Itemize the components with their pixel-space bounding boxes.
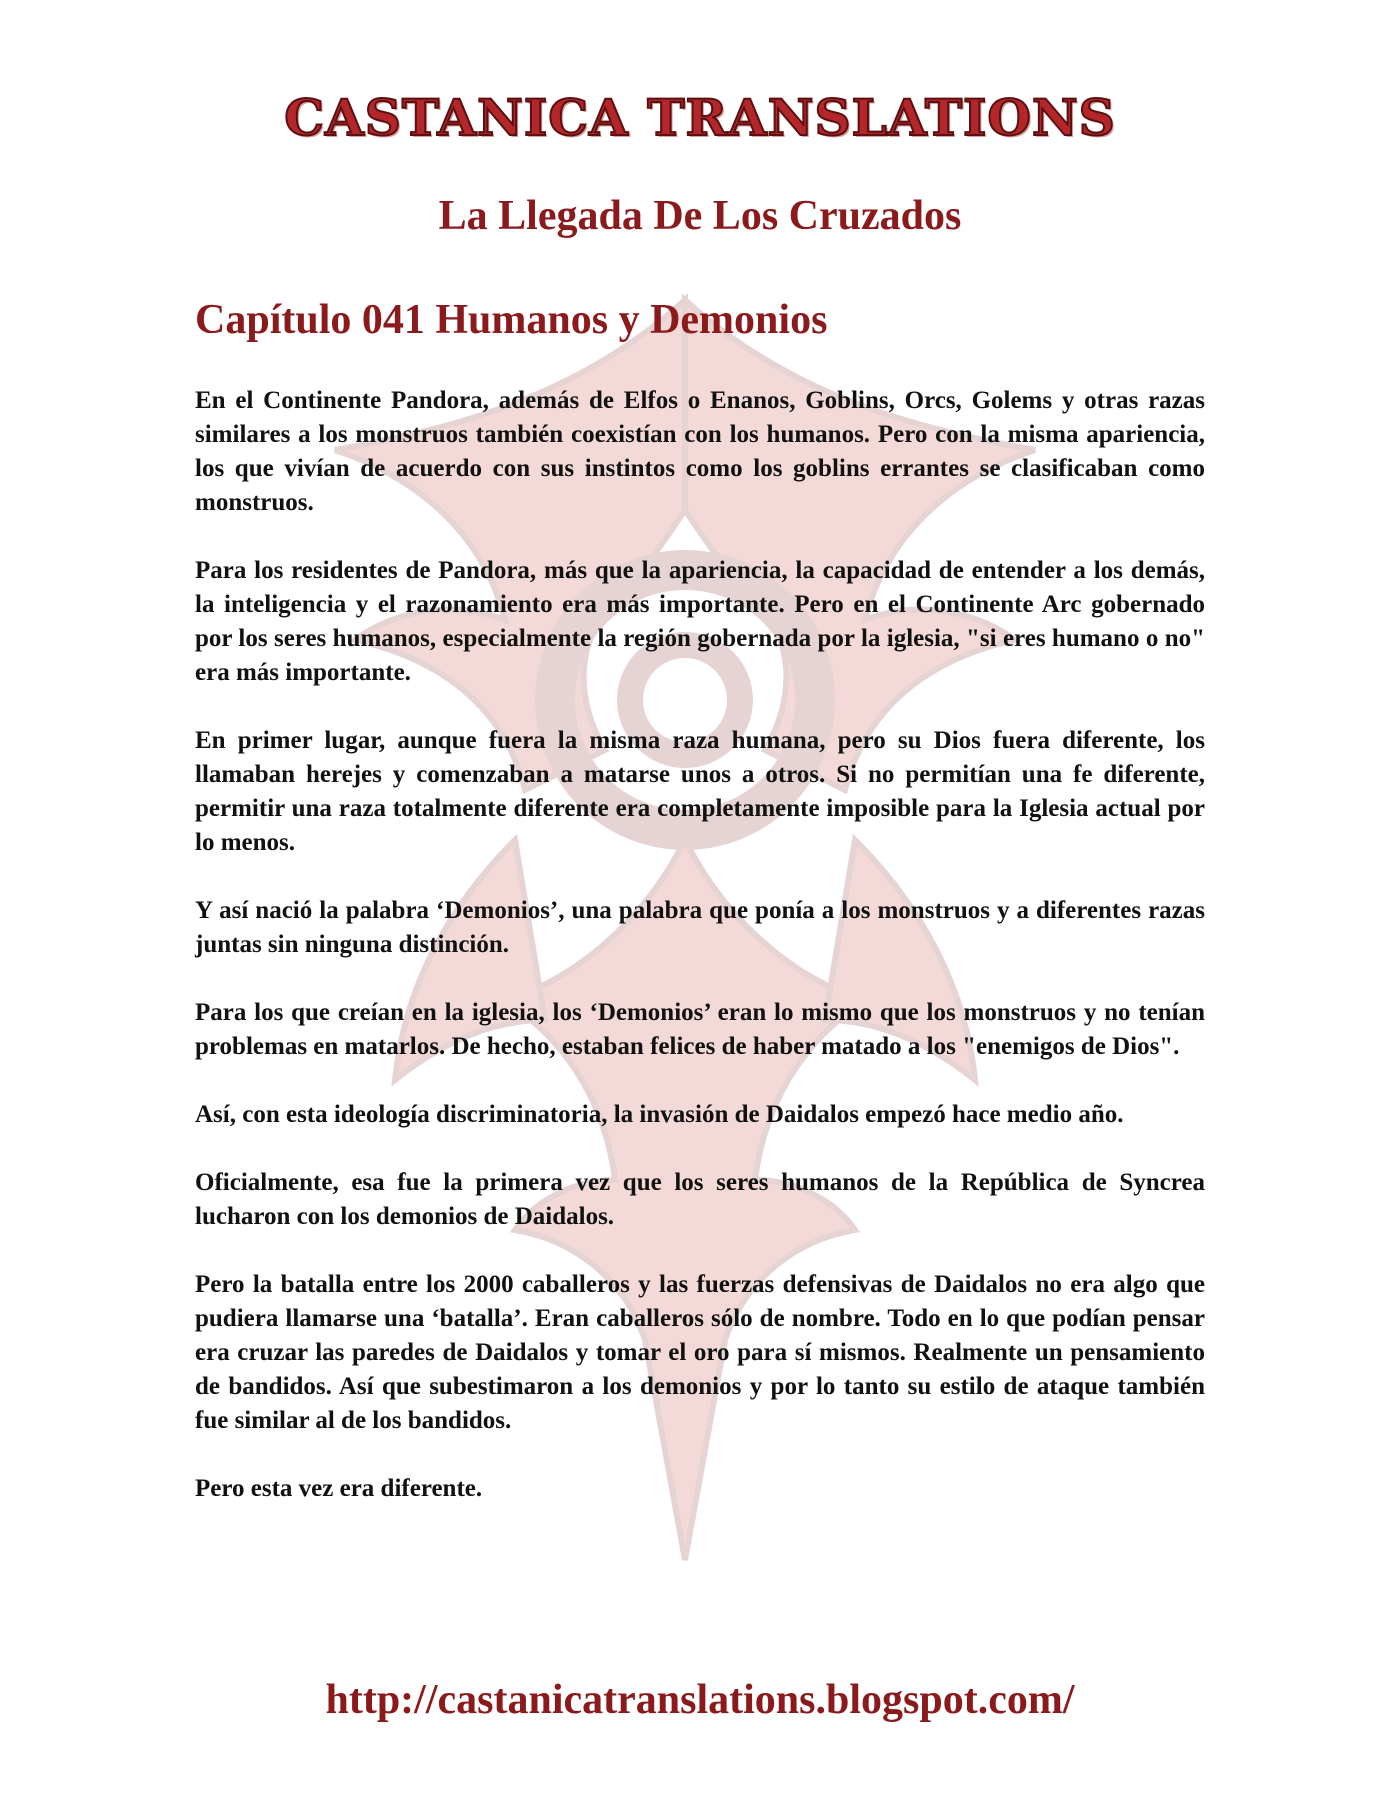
paragraph: Para los residentes de Pandora, más que la apariencia, la capacidad de entender a los demás, la inteligencia y el razonamiento era más importante. Pero en el Continente Arc gobernado por los seres humanos, especialmente la región gobernada por la iglesia, "si eres humano o no" era más importante. [195,557,1205,686]
paragraph: Así, con esta ideología discriminatoria, la invasión de Daidalos empezó hace medio año. [195,1101,1124,1128]
chapter-body [195,384,1205,1540]
series-title: La Llegada De Los Cruzados [438,193,962,239]
paragraph: Oficialmente, esa fue la primera vez que los seres humanos de la República de Syncrea lucharon con los demonios de Daidalos. [195,1169,1205,1230]
paragraph: En el Continente Pandora, además de Elfos o Enanos, Goblins, Orcs, Golems y otras razas similares a los monstruos también coexistían con los humanos. Pero con la misma apariencia, los que vivían de acuerdo con sus instintos como los goblins errantes se clasificaban como monstruos. [195,387,1205,516]
paragraph: Y así nació la palabra ‘Demonios’, una palabra que ponía a los monstruos y a diferentes razas juntas sin ninguna distinción. [195,897,1205,958]
paragraph: Para los que creían en la iglesia, los ‘Demonios’ eran lo mismo que los monstruos y no tenían problemas en matarlos. De hecho, estaban felices de haber matado a los "enemigos de Dios". [195,999,1205,1060]
brand-title: CASTANICA TRANSLATIONS [284,88,1116,147]
paragraph: Pero la batalla entre los 2000 caballeros y las fuerzas defensivas de Daidalos no era algo que pudiera llamarse una ‘batalla’. Eran caballeros sólo de nombre. Todo en lo que podían pensar era cruzar las paredes de Daidalos y tomar el oro para sí mismos. Realmente un pensamiento de bandidos. Así que subestimaron a los demonios y por lo tanto su estilo de ataque también fue similar al de los bandidos. [195,1271,1205,1434]
paragraph: En primer lugar, aunque fuera la misma raza humana, pero su Dios fuera diferente, los llamaban herejes y comenzaban a matarse unos a otros. Si no permitían una fe diferente, permitir una raza totalmente diferente era completamente imposible para la Iglesia actual por lo menos. [195,727,1205,856]
paragraph: Pero esta vez era diferente. [195,1475,483,1502]
blog-url-link[interactable]: http://castanicatranslations.blogspot.com/ [325,1677,1075,1723]
chapter-title: Capítulo 041 Humanos y Demonios [195,297,828,343]
